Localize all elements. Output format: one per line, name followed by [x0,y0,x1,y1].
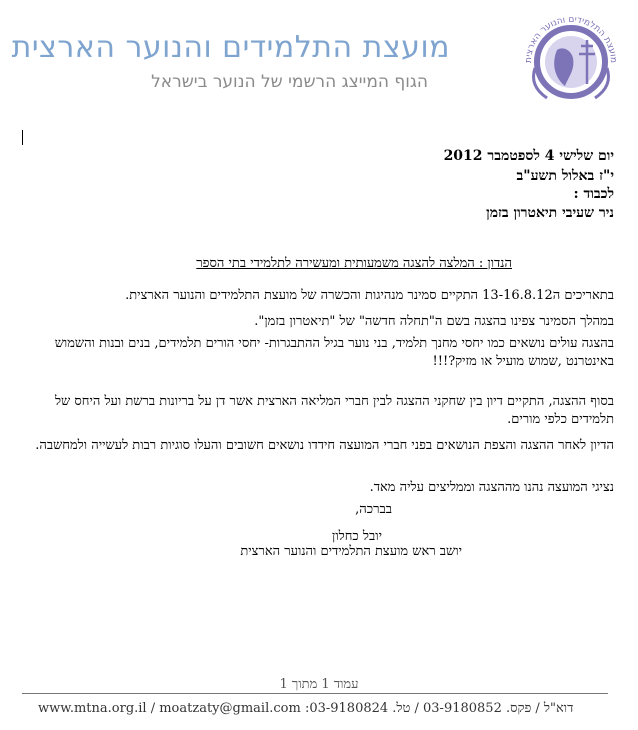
signer-title: יושב ראש מועצת התלמידים והנוער הארצית [240,544,462,559]
page-number: עמוד 1 מתוך 1 [279,677,359,692]
recipient-label: לכבוד : [573,186,614,202]
logo-text: מועצת התלמידים והנוער הארצית [523,14,619,64]
footer-contact: www.mtna.org.il / moatzaty@gmail.com :דוא"ל / פקס. 03-9180852 / טל. 03-9180824 [38,701,574,716]
closing-greeting: בברכה, [355,502,392,517]
body-paragraph: במהלך הסמינר צפינו בהצגה בשם ה"תחלה חדשה" של "תיאטרון בזמן". [254,314,614,329]
body-paragraph: בהצגה עולים נושאים כמו יחסי מחנך תלמיד, בני נוער בגיל ההתבגרות- יחסי הורים תלמידים, בנים ובנות והשמוש באינטרנט ,שמוש מועיל או מזיק?!!! [54,336,614,369]
council-logo [517,6,625,106]
organization-title: מועצת התלמידים והנוער הארצית [11,30,450,65]
body-paragraph: בסוף ההצגה, התקיים דיון בין שחקני ההצגה לבין חברי המליאה הארצית אשר דן על בריונות ברשת ועל היחס של תלמידים כלפי מורים. [54,394,614,427]
text-cursor [22,130,23,145]
signer-name: יובל כחלון [332,529,382,544]
footer-divider [22,693,608,694]
organization-subtitle: הגוף המייצג הרשמי של הנוער בישראל [151,72,428,92]
hebrew-date: י"ז באלול תשע"ב [516,168,614,184]
letter-subject: הנדון : המלצה להצגה משמעותית ומעשירה לתלמידי בתי הספר [196,256,512,271]
recipient-name: ניר שעיבי תיאטרון בזמן [486,205,614,221]
body-paragraph: הדיון לאחר ההצגה והצפת הנושאים בפני חברי המועצה חידדו נושאים חשובים והעלו סוגיות רבות לעשייה ולמחשבה. [35,438,614,453]
date-line: יום שלישי 4 לספטמבר 2012 [443,148,614,164]
body-paragraph: נציגי המועצה נהנו מההצגה וממליצים עליה מאד. [369,480,614,495]
body-paragraph: בתאריכים ה13-16.8.12 התקיים סמינר מנהיגות והכשרה של מועצת התלמידים והנוער הארצית. [125,288,614,303]
